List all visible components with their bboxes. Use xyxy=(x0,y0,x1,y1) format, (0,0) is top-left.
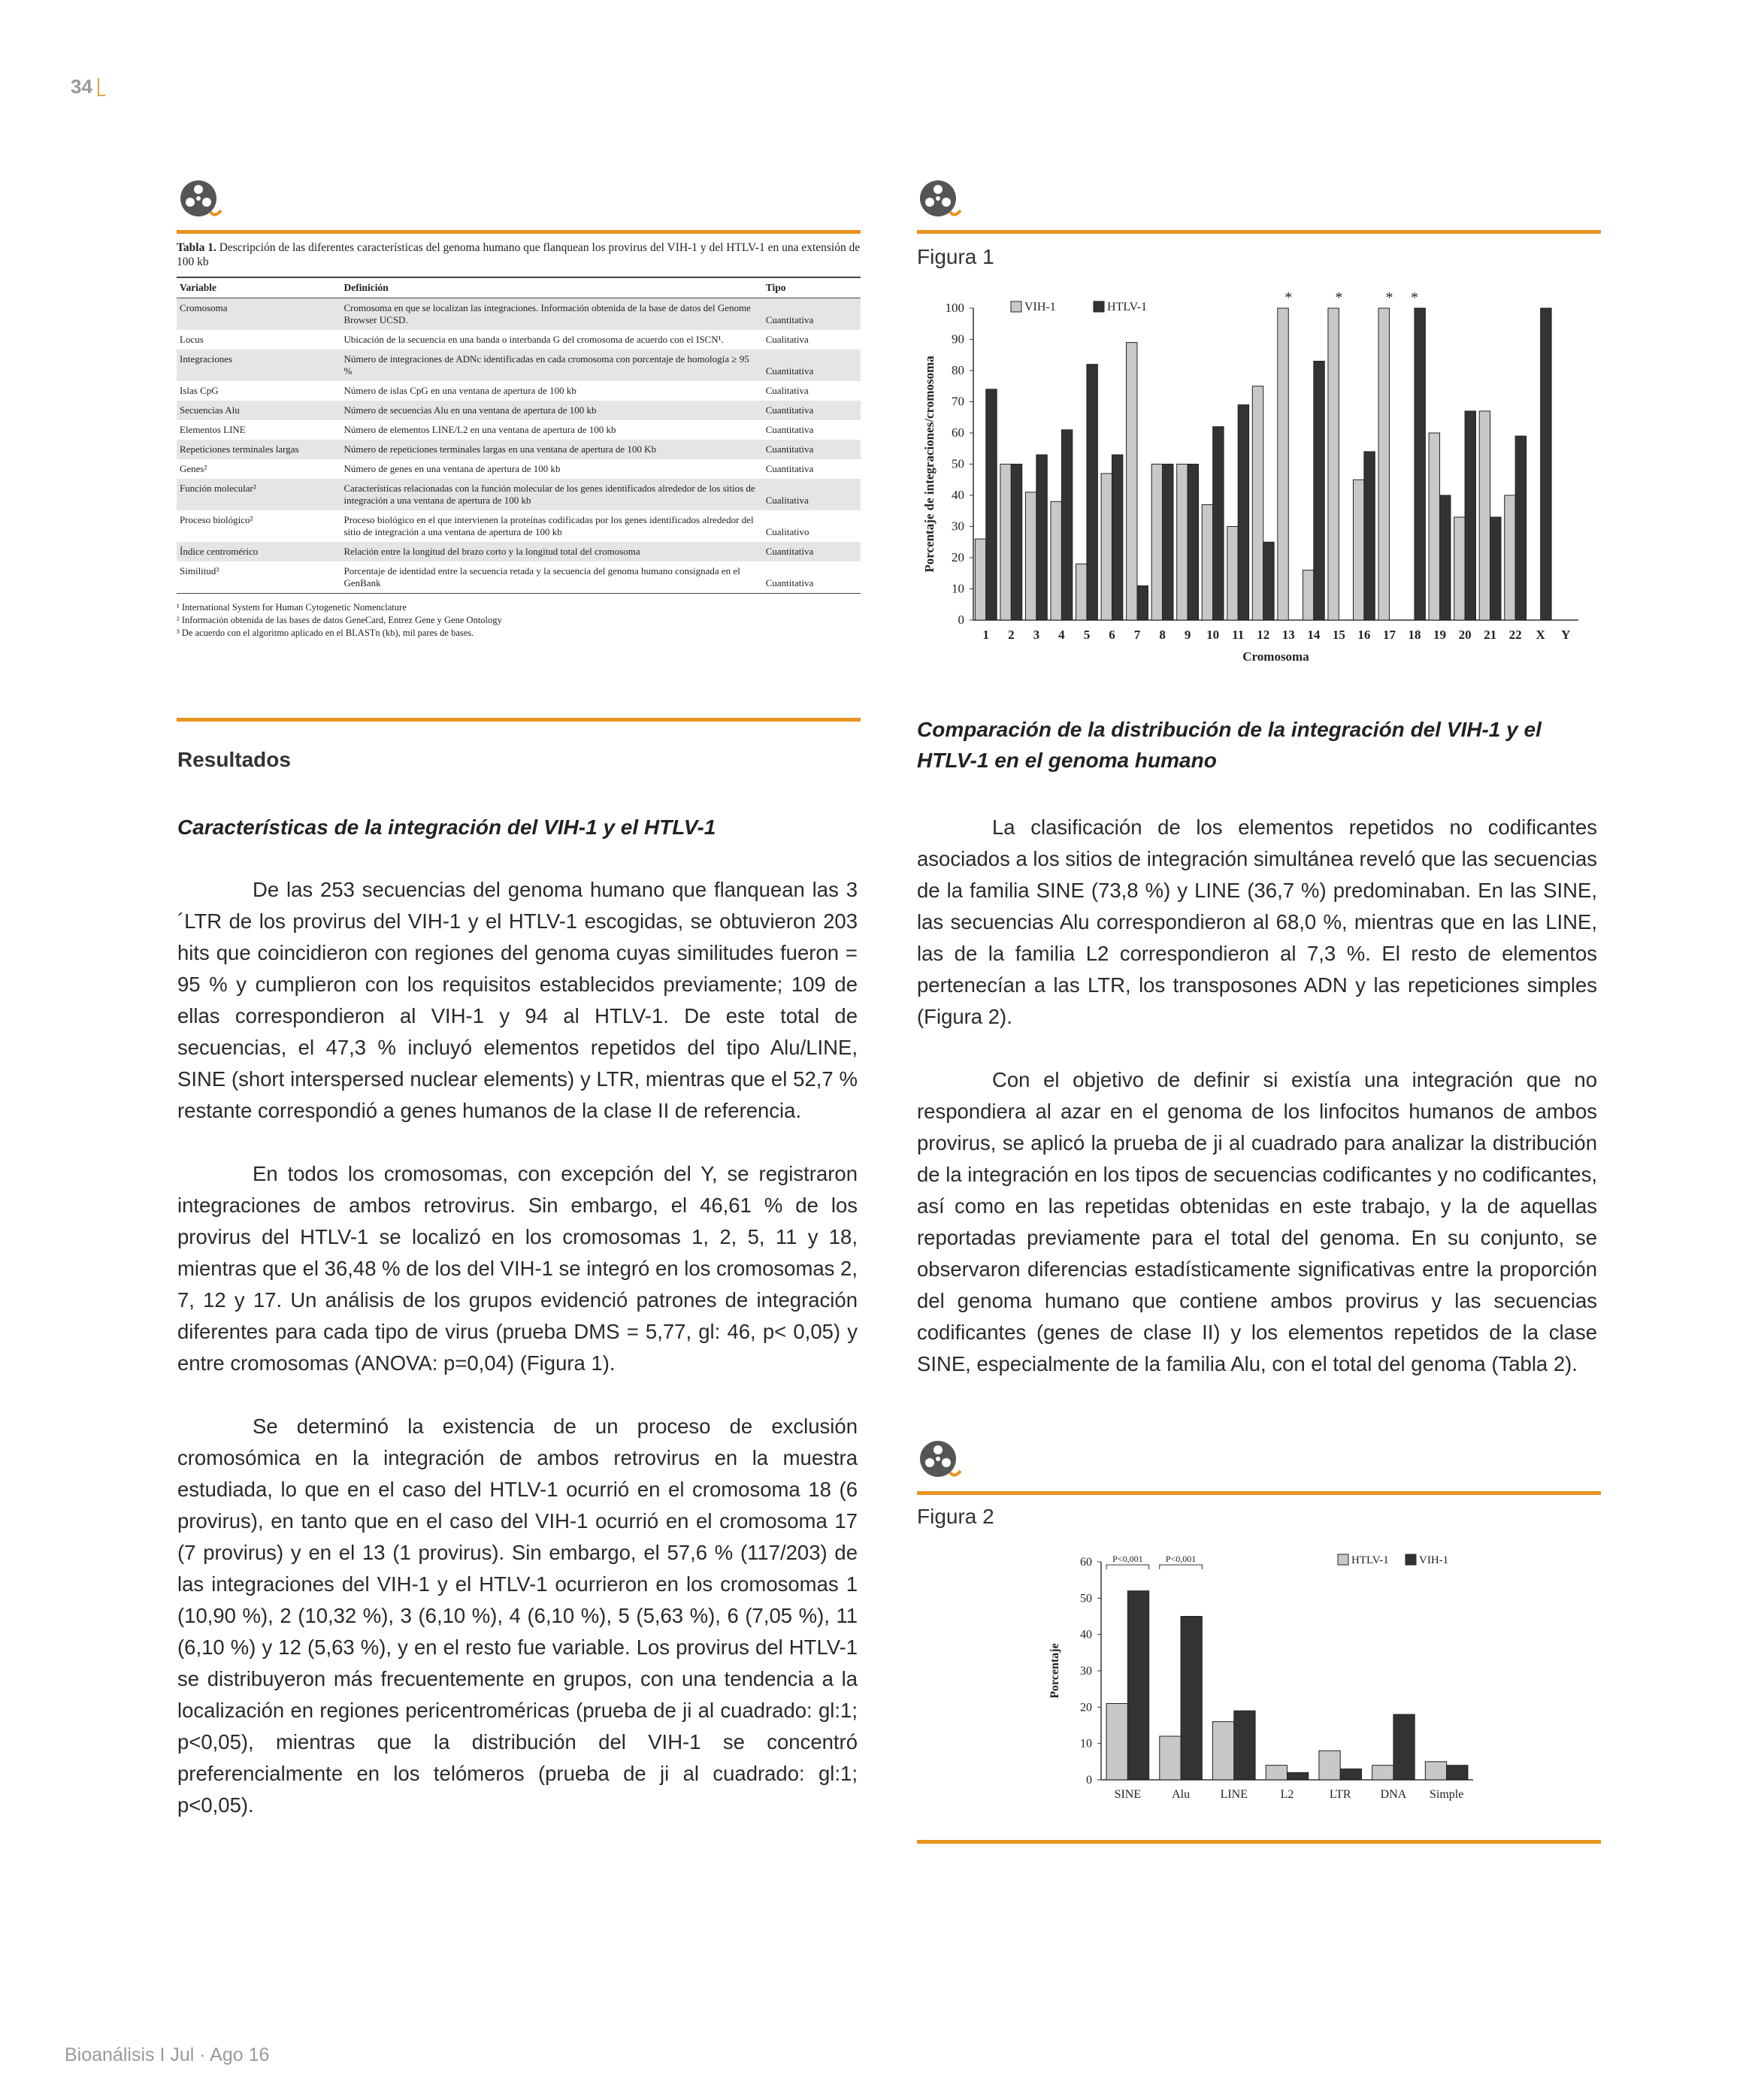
bar-vih-1 xyxy=(1227,527,1238,621)
table-cell: Características relacionadas con la función molecular de los genes identificados alrededor de los sitios de integración a una ventana de apertura de 100 kb xyxy=(340,479,762,510)
table-row xyxy=(177,381,861,401)
table-caption-label: Tabla 1. xyxy=(177,241,216,254)
bar-vih-1 xyxy=(1447,1766,1468,1780)
x-tick-label: 8 xyxy=(1159,628,1166,642)
table-row xyxy=(177,330,861,349)
y-tick-label: 20 xyxy=(952,550,964,564)
bar-htlv-1 xyxy=(1425,1762,1446,1780)
bar-htlv-1 xyxy=(1541,308,1551,620)
bar-vih-1 xyxy=(1393,1714,1415,1780)
y-tick-label: 50 xyxy=(952,456,964,471)
table-cell: Ubicación de la secuencia en una banda o interbanda G del cromosoma de acuerdo con el ISCN¹. xyxy=(343,334,724,345)
bar-vih-1 xyxy=(1303,570,1313,620)
bar-vih-1 xyxy=(1479,411,1490,620)
x-tick-label: 22 xyxy=(1508,628,1522,642)
significance-marker: * xyxy=(1385,289,1393,306)
y-tick-label: 0 xyxy=(1086,1774,1092,1787)
footnote: ¹ International System for Human Cytogenetic Nomenclature xyxy=(177,602,407,613)
table-caption xyxy=(177,241,861,269)
table-row xyxy=(177,401,861,420)
table-cell: Integraciones xyxy=(177,349,340,381)
legend-swatch xyxy=(1405,1554,1416,1565)
table-cell: Cuantitativa xyxy=(763,542,861,561)
significance-bracket xyxy=(1106,1565,1149,1569)
bar-vih-1 xyxy=(1429,433,1439,620)
table-cell: Cualitativa xyxy=(765,334,809,345)
film-reel-icon xyxy=(177,177,222,222)
table-cell: Número de repeticiones terminales largas en una ventana de apertura de 100 Kb xyxy=(340,440,762,459)
x-tick-label: Simple xyxy=(1429,1788,1464,1801)
table-row xyxy=(177,479,861,510)
legend-swatch xyxy=(1011,301,1021,312)
bar-vih-1 xyxy=(975,539,985,620)
table-cell: Número de integraciones de ADNc identificadas en cada cromosoma con porcentaje de homología ≥ 95 % xyxy=(340,349,762,381)
y-axis-title: Porcentaje de integraciones/cromosoma xyxy=(922,356,936,573)
table-cell: Cuantitativa xyxy=(765,463,814,474)
bar-vih-1 xyxy=(1353,480,1363,620)
table-cell: Cualitativo xyxy=(765,526,809,537)
table-row xyxy=(177,510,861,542)
divider xyxy=(917,230,1601,234)
significance-marker: * xyxy=(1284,289,1293,306)
table-cell: Relación entre la longitud del brazo corto y la longitud total del cromosoma xyxy=(340,542,762,561)
significance-bracket xyxy=(1160,1565,1203,1569)
divider xyxy=(917,1491,1601,1495)
x-tick-label: 17 xyxy=(1382,628,1396,642)
subsection-title: Características de la integración del VIH-1 y el HTLV-1 xyxy=(177,815,716,839)
x-tick-label: 18 xyxy=(1408,628,1421,642)
table-cell: Cuantitativa xyxy=(763,561,861,594)
x-tick-label: 15 xyxy=(1332,628,1345,642)
x-tick-label: X xyxy=(1536,628,1545,642)
x-tick-label: 9 xyxy=(1184,628,1191,642)
table-cell: Cromosoma xyxy=(177,298,340,331)
divider xyxy=(177,718,861,722)
table-cell: Secuencias Alu xyxy=(177,401,340,420)
bar-htlv-1 xyxy=(1263,542,1274,620)
y-tick-label: 20 xyxy=(1080,1701,1092,1714)
bar-htlv-1 xyxy=(1061,430,1072,620)
bar-vih-1 xyxy=(1340,1769,1361,1781)
table-row xyxy=(177,561,861,594)
bar-htlv-1 xyxy=(1319,1751,1340,1780)
x-tick-label: 5 xyxy=(1083,628,1091,642)
x-tick-label: 7 xyxy=(1133,628,1141,642)
film-reel-icon xyxy=(917,1438,962,1483)
table-1 xyxy=(177,241,861,640)
table-footnotes xyxy=(177,601,861,640)
footer: Bioanálisis I Jul · Ago 16 xyxy=(65,2044,270,2065)
paragraph: Se determinó la existencia de un proceso de exclusión cromosómica en la integración de ambos retrovirus en la muestra estudiada, lo que en el caso del HTLV-1 ocurrió en el cromosoma 18 (6 provirus), en tanto que en el caso del VIH-1 ocurrió en el cromosoma 17 (7 provirus) y en el 13 (1 provirus). Sin embargo, el 57,6 % (117/203) de las integraciones del VIH-1 y el HTLV-1 ocurrieron en los cromosomas 1 (10,90 %), 2 (10,32 %), 3 (6,10 %), 4 (6,10 %), 5 (5,63 %), 6 (7,05 %), 11 (6,10 %) y 12 (5,63 %), y en el resto fue variable. Los provirus del HTLV-1 se distribuyeron más frecuentemente en grupos, con una tendencia a la localización en regiones pericentroméricas (prueba de ji al cuadrado: gl:1; p<0,05), mientras que la distribución del VIH-1 se concentró preferencialmente en los telómeros (prueba de ji al cuadrado: gl:1; p<0,05). xyxy=(177,1415,858,1817)
table-cell: Índice centromérico xyxy=(177,542,340,561)
y-tick-label: 100 xyxy=(945,301,964,315)
table-row xyxy=(177,420,861,440)
bar-vih-1 xyxy=(1127,343,1137,620)
x-tick-label: 6 xyxy=(1109,628,1115,642)
x-tick-label: 21 xyxy=(1484,628,1497,642)
table-1-grid xyxy=(177,277,861,594)
bar-vih-1 xyxy=(1000,464,1011,621)
bar-htlv-1 xyxy=(1515,436,1526,620)
bar-vih-1 xyxy=(1505,495,1515,620)
table-cell: Número de islas CpG en una ventana de apertura de 100 kb xyxy=(343,385,576,396)
column-header: Definición xyxy=(340,277,762,298)
footnote: ² Información obtenida de las bases de datos GeneCard, Entrez Gene y Gene Ontology xyxy=(177,615,502,625)
bar-htlv-1 xyxy=(1137,586,1148,620)
table-cell: Islas CpG xyxy=(180,385,219,396)
x-tick-label: 1 xyxy=(982,628,990,642)
y-tick-label: 10 xyxy=(952,581,964,596)
bar-htlv-1 xyxy=(1490,517,1501,620)
bar-htlv-1 xyxy=(1314,362,1324,620)
bar-vih-1 xyxy=(1328,308,1339,620)
bar-vih-1 xyxy=(1454,517,1465,620)
bar-vih-1 xyxy=(1127,1591,1148,1780)
x-tick-label: 3 xyxy=(1033,628,1040,642)
y-tick-label: 80 xyxy=(952,363,964,377)
divider xyxy=(917,1840,1601,1844)
bar-vih-1 xyxy=(1076,564,1087,620)
legend-label: VIH-1 xyxy=(1024,301,1056,313)
table-cell: Cualitativa xyxy=(763,479,861,510)
bar-htlv-1 xyxy=(1238,405,1248,620)
table-cell: Similitud³ xyxy=(177,561,340,594)
legend-swatch xyxy=(1338,1554,1348,1565)
y-tick-label: 60 xyxy=(1080,1556,1092,1569)
bar-vih-1 xyxy=(1278,308,1288,620)
y-tick-label: 30 xyxy=(1080,1665,1092,1678)
bar-vih-1 xyxy=(1202,504,1212,620)
x-tick-label: Y xyxy=(1561,628,1571,642)
table-cell: Repeticiones terminales largas xyxy=(177,440,340,459)
x-tick-label: LINE xyxy=(1220,1788,1248,1801)
bar-htlv-1 xyxy=(1213,427,1224,620)
x-tick-label: Alu xyxy=(1172,1788,1191,1801)
x-tick-label: 12 xyxy=(1257,628,1270,642)
table-cell: Locus xyxy=(180,334,204,345)
table-row xyxy=(177,459,861,479)
legend-label: HTLV-1 xyxy=(1351,1554,1389,1566)
bar-htlv-1 xyxy=(1364,452,1375,620)
bar-htlv-1 xyxy=(1266,1766,1287,1780)
table-cell: Porcentaje de identidad entre la secuencia retada y la secuencia del genoma humano consignada en el GenBank xyxy=(340,561,762,594)
y-tick-label: 40 xyxy=(1080,1628,1092,1642)
x-tick-label: 11 xyxy=(1232,628,1245,642)
paragraph: En todos los cromosomas, con excepción del Y, se registraron integraciones de ambos retrovirus. Sin embargo, el 46,61 % de los provirus del HTLV-1 se localizó en los cromosomas 1, 2, 5, 11 y 18, mientras que el 36,48 % de los del VIH-1 se integró en los cromosomas 2, 7, 12 y 17. Un análisis de los grupos evidenció patrones de integración diferentes para cada tipo de virus (prueba DMS = 5,77, gl: 46, p< 0,05) y entre cromosomas (ANOVA: p=0,04) (Figura 1). xyxy=(177,1162,858,1375)
bar-vih-1 xyxy=(1177,464,1188,621)
table-cell: Función molecular² xyxy=(177,479,340,510)
bar-htlv-1 xyxy=(1415,308,1425,620)
x-tick-label: 16 xyxy=(1357,628,1371,642)
table-cell: Cuantitativa xyxy=(763,401,861,420)
figure-1-caption: Comparación de la distribución de la integración del VIH-1 y el HTLV-1 en el genoma humano xyxy=(917,718,1542,772)
bar-htlv-1 xyxy=(1188,464,1198,621)
column-header: Variable xyxy=(177,277,340,298)
bar-htlv-1 xyxy=(1160,1736,1181,1780)
bar-vih-1 xyxy=(1025,492,1036,620)
significance-marker: * xyxy=(1410,289,1418,306)
table-row xyxy=(177,349,861,381)
figure-1-label: Figura 1 xyxy=(917,245,994,268)
x-tick-label: 10 xyxy=(1206,628,1220,642)
divider xyxy=(177,230,861,234)
table-cell: Cromosoma en que se localizan las integraciones. Información obtenida de la base de datos del Genome Browser UCSD. xyxy=(340,298,762,331)
table-caption-text: Descripción de las diferentes características del genoma humano que flanquean los provirus del VIH-1 y del HTLV-1 en una extensión de 100 kb xyxy=(177,241,861,268)
significance-label: P<0,001 xyxy=(1112,1554,1143,1564)
table-row xyxy=(177,440,861,459)
significance-label: P<0,001 xyxy=(1165,1554,1197,1564)
y-tick-label: 90 xyxy=(952,331,964,346)
y-tick-label: 60 xyxy=(952,425,964,440)
bar-htlv-1 xyxy=(1036,455,1047,620)
table-cell: Número de genes en una ventana de apertura de 100 kb xyxy=(343,463,561,474)
bar-htlv-1 xyxy=(1087,365,1097,620)
bar-vih-1 xyxy=(1287,1772,1309,1780)
page-number-mark xyxy=(98,78,105,96)
bar-htlv-1 xyxy=(1213,1722,1234,1780)
bar-htlv-1 xyxy=(1163,464,1173,621)
y-tick-label: 10 xyxy=(1080,1737,1092,1751)
table-cell: Cuantitativa xyxy=(763,349,861,381)
film-reel-icon xyxy=(917,177,962,222)
y-tick-label: 40 xyxy=(952,488,964,502)
x-tick-label: 19 xyxy=(1433,628,1447,642)
table-cell: Elementos LINE xyxy=(180,424,246,435)
bar-vih-1 xyxy=(1378,308,1389,620)
bar-vih-1 xyxy=(1151,464,1162,621)
table-cell: Cuantitativa xyxy=(763,298,861,331)
bar-vih-1 xyxy=(1181,1617,1202,1781)
table-cell: Proceso biológico² xyxy=(180,514,253,525)
y-axis-title: Porcentaje xyxy=(1048,1643,1061,1699)
bar-htlv-1 xyxy=(1011,464,1021,621)
legend-label: VIH-1 xyxy=(1419,1554,1449,1566)
table-cell: Cualitativa xyxy=(765,385,809,396)
legend-label: HTLV-1 xyxy=(1107,301,1148,313)
x-tick-label: L2 xyxy=(1280,1788,1294,1801)
bar-htlv-1 xyxy=(1372,1766,1393,1780)
paragraph: De las 253 secuencias del genoma humano que flanquean las 3´LTR de los provirus del VIH-1 y el HTLV-1 escogidas, se obtuvieron 203 hits que coincidieron con regiones del genoma cuyas similitudes fueron = 95 % y cumplieron con los requisitos establecidos previamente; 109 de ellas correspondieron al VIH-1 y 94 al HTLV-1. De este total de secuencias, el 47,3 % incluyó elementos repetidos del tipo Alu/LINE, SINE (short interspersed nuclear elements) y LTR, mientras que el 52,7 % restante correspondió a genes humanos de la clase II de referencia. xyxy=(177,878,858,1122)
legend-swatch xyxy=(1094,301,1104,312)
table-row xyxy=(177,298,861,331)
bar-vih-1 xyxy=(1101,474,1112,620)
table-cell: Proceso biológico en el que intervienen la proteínas codificadas por los genes identificados alrededor del sitio de integración a una ventana de apertura de 100 kb xyxy=(343,514,754,537)
section-title: Resultados xyxy=(177,748,291,771)
x-tick-label: 13 xyxy=(1281,628,1295,642)
table-row xyxy=(177,542,861,561)
y-tick-label: 0 xyxy=(958,613,964,627)
table-cell: Número de secuencias Alu en una ventana de apertura de 100 kb xyxy=(340,401,762,420)
table-cell: Cuantitativa xyxy=(763,440,861,459)
paragraph: La clasificación de los elementos repetidos no codificantes asociados a los sitios de integración simultánea reveló que las secuencias de la familia SINE (73,8 %) y LINE (36,7 %) predominaban. En las SINE, las secuencias Alu correspondieron al 68,0 %, mientras que en las LINE, las de la familia L2 correspondieron al 7,3 %. El resto de elementos pertenecían a las LTR, los transposones ADN y las repeticiones simples (Figura 2). xyxy=(917,815,1597,1028)
footnote: ³ De acuerdo con el algoritmo aplicado en el BLASTn (kb), mil pares de bases. xyxy=(177,628,474,638)
bar-htlv-1 xyxy=(1106,1704,1127,1781)
table-cell: Número de elementos LINE/L2 en una ventana de apertura de 100 kb xyxy=(343,424,616,435)
x-tick-label: SINE xyxy=(1114,1788,1142,1801)
figure-1-chart xyxy=(917,286,1601,676)
y-tick-label: 70 xyxy=(952,394,964,409)
table-cell: Genes² xyxy=(180,463,207,474)
bar-vih-1 xyxy=(1051,501,1061,620)
bar-htlv-1 xyxy=(986,389,997,620)
x-axis-title: Cromosoma xyxy=(1242,649,1309,664)
table-cell: Cuantitativa xyxy=(765,424,814,435)
significance-marker: * xyxy=(1335,289,1343,306)
bar-htlv-1 xyxy=(1465,411,1475,620)
bar-vih-1 xyxy=(1234,1711,1255,1780)
figure-2-chart xyxy=(1037,1539,1488,1817)
bar-vih-1 xyxy=(1252,386,1263,620)
bar-htlv-1 xyxy=(1112,455,1122,620)
figure-2-label: Figura 2 xyxy=(917,1505,994,1528)
column-header: Tipo xyxy=(763,277,861,298)
x-tick-label: 2 xyxy=(1008,628,1015,642)
bar-htlv-1 xyxy=(1440,495,1451,620)
x-tick-label: LTR xyxy=(1329,1788,1351,1801)
y-tick-label: 50 xyxy=(1080,1592,1092,1605)
x-tick-label: DNA xyxy=(1380,1788,1407,1801)
page-number: 34 xyxy=(71,75,92,98)
paragraph: Con el objetivo de definir si existía una integración que no respondiera al azar en el genoma de los linfocitos humanos de ambos provirus, se aplicó la prueba de ji al cuadrado para analizar la distribución de la integración en los tipos de secuencias codificantes y no codificantes, así como en las repetidas obtenidas en este trabajo, y la de aquellas reportadas previamente para el total del genoma. En su conjunto, se observaron diferencias estadísticamente significativas entre la proporción del genoma humano que contiene ambos provirus y las secuencias codificantes (genes de clase II) y los elementos repetidos de la clase SINE, especialmente de la familia Alu, con el total del genoma (Tabla 2). xyxy=(917,1068,1597,1375)
right-body xyxy=(917,812,1597,1380)
x-tick-label: 14 xyxy=(1307,628,1321,642)
left-body xyxy=(177,874,858,1821)
y-tick-label: 30 xyxy=(952,519,964,534)
x-tick-label: 20 xyxy=(1458,628,1472,642)
x-tick-label: 4 xyxy=(1058,628,1065,642)
